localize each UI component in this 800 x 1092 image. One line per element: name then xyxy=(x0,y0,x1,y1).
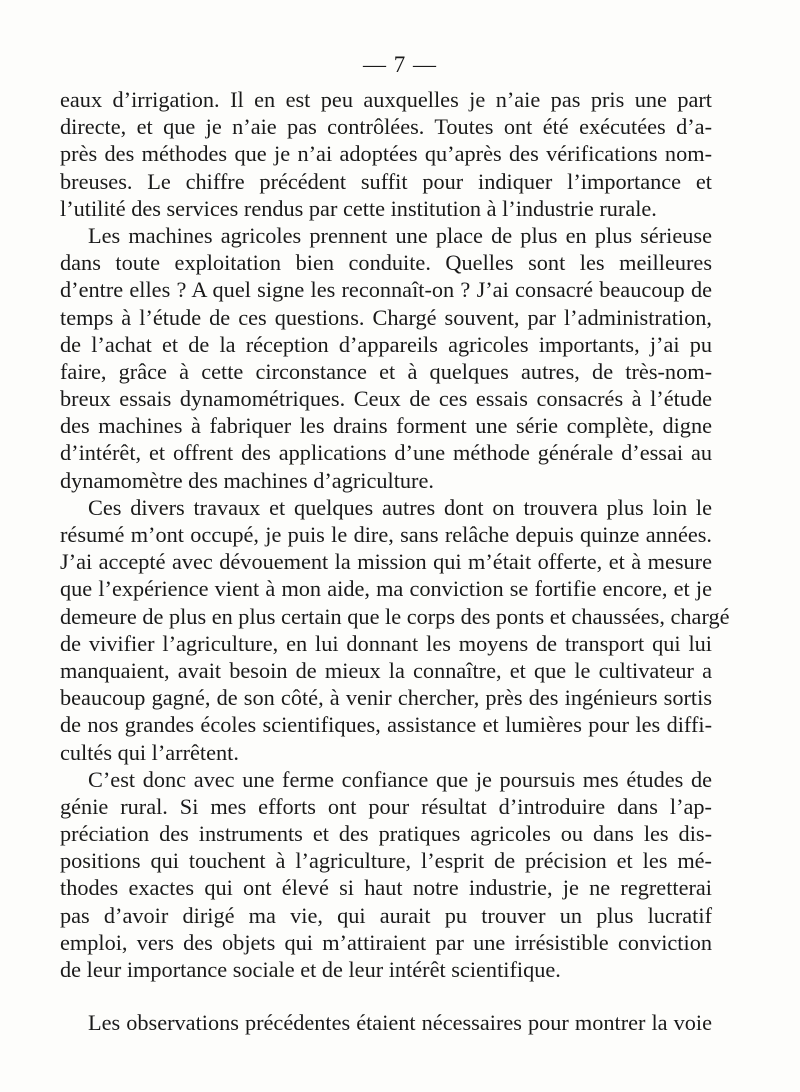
text-line: J’ai accepté avec dévouement la mission qui m’était offerte, et à mesure xyxy=(60,549,712,575)
text-line: breuses. Le chiffre précédent suffit pour indiquer l’importance et xyxy=(60,168,712,194)
text-line: d’intérêt, et offrent des applications d’une méthode générale d’essai au xyxy=(60,440,712,466)
text-line: l’utilité des services rendus par cette institution à l’industrie rurale. xyxy=(60,195,657,221)
text-line: directe, et que je n’aie pas contrôlées. Toutes ont été exécutées d’a- xyxy=(60,114,712,140)
text-line: faire, grâce à cette circonstance et à quelques autres, de très-nom- xyxy=(60,358,712,384)
text-line: emploi, vers des objets qui m’attiraient par une irrésistible conviction xyxy=(60,929,712,955)
text-line: positions qui touchent à l’agriculture, l’esprit de précision et les mé- xyxy=(60,848,712,874)
text-line: résumé m’ont occupé, je puis le dire, sans relâche depuis quinze années. xyxy=(60,522,712,547)
body-text xyxy=(60,86,730,1036)
text-line: que l’expérience vient à mon aide, ma conviction se fortifie encore, et je xyxy=(60,576,712,602)
text-line: breux essais dynamométriques. Ceux de ces essais consacrés à l’étude xyxy=(60,386,712,412)
text-line: de nos grandes écoles scientifiques, assistance et lumières pour les diffi- xyxy=(60,712,712,738)
text-line: Ces divers travaux et quelques autres dont on trouvera plus loin le xyxy=(88,494,712,520)
paragraph xyxy=(60,86,712,222)
text-line: des machines à fabriquer les drains forment une série complète, digne xyxy=(60,413,712,439)
paragraph xyxy=(60,494,730,766)
page-number: — 7 — xyxy=(363,52,437,77)
paragraph xyxy=(60,766,712,984)
text-line: Les observations précédentes étaient nécessaires pour montrer la voie xyxy=(88,1010,712,1036)
section-gap xyxy=(60,983,712,1009)
text-line: dynamomètre des machines d’agriculture. xyxy=(60,467,434,493)
text-line: près des méthodes que je n’ai adoptées qu’après des vérifications nom- xyxy=(60,141,712,167)
text-line: manquaient, avait besoin de mieux la connaître, et que le cultivateur a xyxy=(60,657,712,683)
text-line: de l’achat et de la réception d’appareils agricoles importants, j’ai pu xyxy=(60,331,712,357)
text-line: eaux d’irrigation. Il en est peu auxquelles je n’aie pas pris une part xyxy=(60,87,712,112)
paragraph xyxy=(60,222,712,494)
text-line: d’entre elles ? A quel signe les reconnaît-on ? J’ai consacré beaucoup de xyxy=(60,277,712,303)
text-line: thodes exactes qui ont élevé si haut notre industrie, je ne regretterai xyxy=(60,875,712,901)
text-line: dans toute exploitation bien conduite. Quelles sont les meilleures xyxy=(60,250,712,276)
text-line: de leur importance sociale et de leur intérêt scientifique. xyxy=(60,957,561,982)
text-line: cultés qui l’arrêtent. xyxy=(60,739,239,765)
text-line: Les machines agricoles prennent une place de plus en plus sérieuse xyxy=(88,222,712,248)
text-line: génie rural. Si mes efforts ont pour résultat d’introduire dans l’ap- xyxy=(60,793,712,819)
text-line: de vivifier l’agriculture, en lui donnant les moyens de transport qui lui xyxy=(60,630,712,656)
paragraph xyxy=(60,1009,712,1036)
text-line: pas d’avoir dirigé ma vie, qui aurait pu trouver un plus lucratif xyxy=(60,902,712,928)
text-line: beaucoup gagné, de son côté, à venir chercher, près des ingénieurs sortis xyxy=(60,685,712,711)
text-line: préciation des instruments et des pratiques agricoles ou dans les dis- xyxy=(60,821,712,847)
text-line: demeure de plus en plus certain que le corps des ponts et chaussées, chargé xyxy=(60,603,730,629)
text-line: temps à l’étude de ces questions. Chargé souvent, par l’administration, xyxy=(60,304,712,330)
text-line: C’est donc avec une ferme confiance que je poursuis mes études de xyxy=(88,766,712,792)
